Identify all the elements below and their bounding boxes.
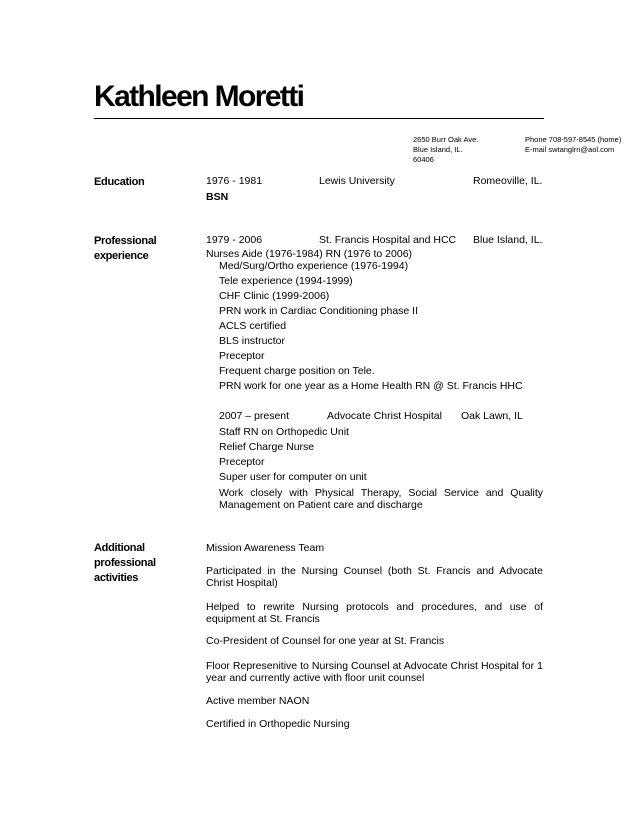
section-title-additional bbox=[94, 541, 156, 586]
list-item: ACLS certified bbox=[219, 320, 287, 332]
list-item: BLS instructor bbox=[219, 335, 285, 347]
activity-item: Co-President of Counsel for one year at St. Francis bbox=[206, 635, 445, 647]
list-item: Work closely with Physical Therapy, Social Service and Quality Management on Patient care and discharge bbox=[219, 487, 543, 511]
job1-role: Nurses Aide (1976-1984) RN (1976 to 2006) bbox=[206, 248, 413, 260]
phone-number: Phone 708-597-8545 (home) bbox=[525, 135, 622, 144]
education-years: 1976 - 1981 bbox=[206, 175, 263, 187]
section-title-education: Education bbox=[94, 176, 145, 188]
job1-duties-list bbox=[219, 260, 523, 395]
list-item: Frequent charge position on Tele. bbox=[219, 365, 375, 377]
section-title-line: activities bbox=[94, 572, 139, 584]
education-location: Romeoville, IL. bbox=[473, 175, 543, 187]
address-line-2: Blue Island, IL. bbox=[413, 145, 463, 154]
candidate-name: Kathleen Moretti bbox=[94, 80, 304, 113]
list-item: Med/Surg/Ortho experience (1976-1994) bbox=[219, 260, 409, 272]
activity-item: Participated in the Nursing Counsel (both St. Francis and Advocate Christ Hospital) bbox=[206, 565, 543, 589]
list-item: Tele experience (1994-1999) bbox=[219, 275, 353, 287]
job1-employer: St. Francis Hospital and HCC bbox=[319, 234, 457, 246]
list-item: Preceptor bbox=[219, 456, 265, 468]
list-item: Super user for computer on unit bbox=[219, 471, 367, 483]
section-title-line: Professional bbox=[94, 235, 157, 247]
list-item: Relief Charge Nurse bbox=[219, 441, 315, 453]
job1-years: 1979 - 2006 bbox=[206, 234, 263, 246]
list-item: Staff RN on Orthopedic Unit bbox=[219, 426, 349, 438]
job2-location: Oak Lawn, IL bbox=[461, 410, 523, 422]
list-item: PRN work for one year as a Home Health RN @ St. Francis HHC bbox=[219, 380, 523, 392]
job1-location: Blue Island, IL. bbox=[473, 234, 543, 246]
section-title-line: experience bbox=[94, 250, 149, 262]
activity-item: Helped to rewrite Nursing protocols and procedures, and use of equipment at St. Francis bbox=[206, 601, 543, 625]
address-line-3: 60406 bbox=[413, 155, 434, 164]
job2-years: 2007 – present bbox=[219, 410, 290, 422]
education-school: Lewis University bbox=[319, 175, 395, 187]
section-title-line: Additional bbox=[94, 542, 145, 554]
activity-item: Floor Represenitive to Nursing Counsel at Advocate Christ Hospital for 1 year and currently active with floor unit counsel bbox=[206, 660, 543, 684]
activity-item: Active member NAON bbox=[206, 695, 310, 707]
job2-employer: Advocate Christ Hospital bbox=[327, 410, 442, 422]
address-line-1: 2650 Burr Oak Ave. bbox=[413, 135, 479, 144]
email-address: E-mail swtanglrn@aol.com bbox=[525, 145, 615, 154]
list-item: PRN work in Cardiac Conditioning phase II bbox=[219, 305, 419, 317]
job2-duties-list bbox=[219, 426, 367, 486]
list-item: Preceptor bbox=[219, 350, 265, 362]
list-item: CHF Clinic (1999-2006) bbox=[219, 290, 330, 302]
section-title-experience bbox=[94, 234, 156, 264]
section-title-line: professional bbox=[94, 557, 156, 569]
activity-item: Certified in Orthopedic Nursing bbox=[206, 718, 350, 730]
activity-item: Mission Awareness Team bbox=[206, 542, 325, 554]
education-degree: BSN bbox=[206, 191, 229, 203]
header-divider bbox=[94, 118, 544, 119]
